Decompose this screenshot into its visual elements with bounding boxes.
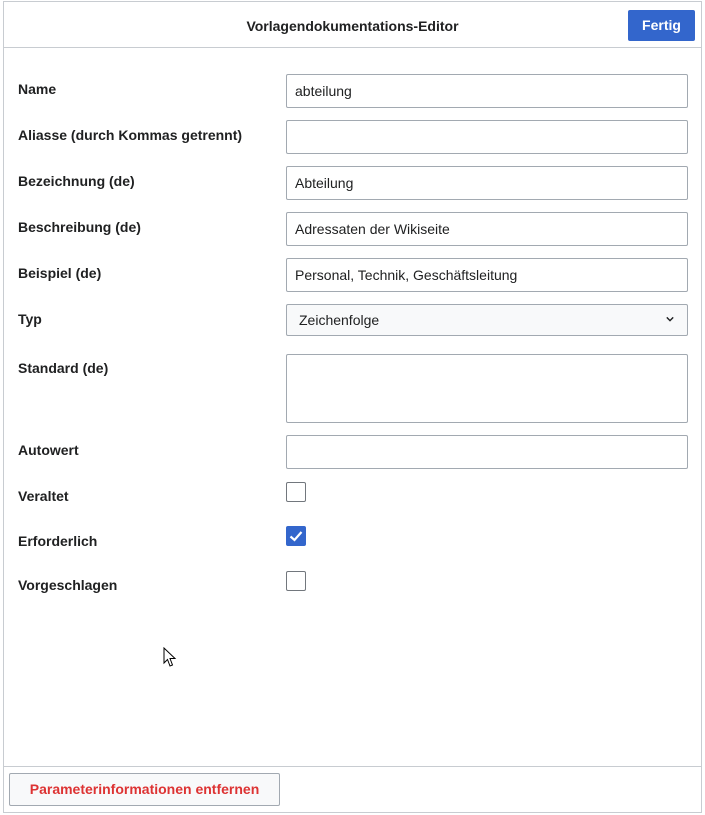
dialog-header	[4, 2, 701, 48]
name-input[interactable]: abteilung	[286, 74, 688, 108]
autovalue-label: Autowert	[18, 442, 79, 458]
type-select-value: Zeichenfolge	[299, 312, 380, 328]
type-label: Typ	[18, 311, 42, 327]
example-de-label: Beispiel (de)	[18, 265, 102, 281]
mouse-pointer-icon	[163, 647, 177, 669]
remove-parameter-button[interactable]: Parameterinformationen entfernen	[9, 773, 280, 806]
label-de-input[interactable]: Abteilung	[286, 166, 688, 200]
done-button[interactable]: Fertig	[628, 10, 695, 41]
aliases-input[interactable]	[286, 120, 688, 154]
template-documentation-dialog	[3, 1, 702, 813]
suggested-checkbox[interactable]	[286, 571, 306, 591]
dialog-title: Vorlagendokumentations-Editor	[246, 18, 459, 34]
deprecated-label: Veraltet	[18, 488, 69, 504]
name-label: Name	[18, 81, 57, 97]
autovalue-input[interactable]	[286, 435, 688, 469]
default-de-label: Standard (de)	[18, 360, 109, 376]
checkmark-icon	[287, 527, 305, 545]
required-label: Erforderlich	[18, 533, 98, 549]
deprecated-checkbox[interactable]	[286, 482, 306, 502]
suggested-label: Vorgeschlagen	[18, 577, 118, 593]
dialog-footer	[4, 766, 701, 812]
description-de-input[interactable]: Adressaten der Wikiseite	[286, 212, 688, 246]
label-de-label: Bezeichnung (de)	[18, 173, 135, 189]
chevron-down-icon	[666, 315, 674, 323]
description-de-label: Beschreibung (de)	[18, 219, 141, 235]
default-de-textarea[interactable]	[286, 354, 688, 423]
aliases-label: Aliasse (durch Kommas getrennt)	[18, 127, 243, 143]
example-de-input[interactable]: Personal, Technik, Geschäftsleitung	[286, 258, 688, 292]
type-select[interactable]	[286, 304, 688, 336]
required-checkbox[interactable]	[286, 526, 306, 546]
